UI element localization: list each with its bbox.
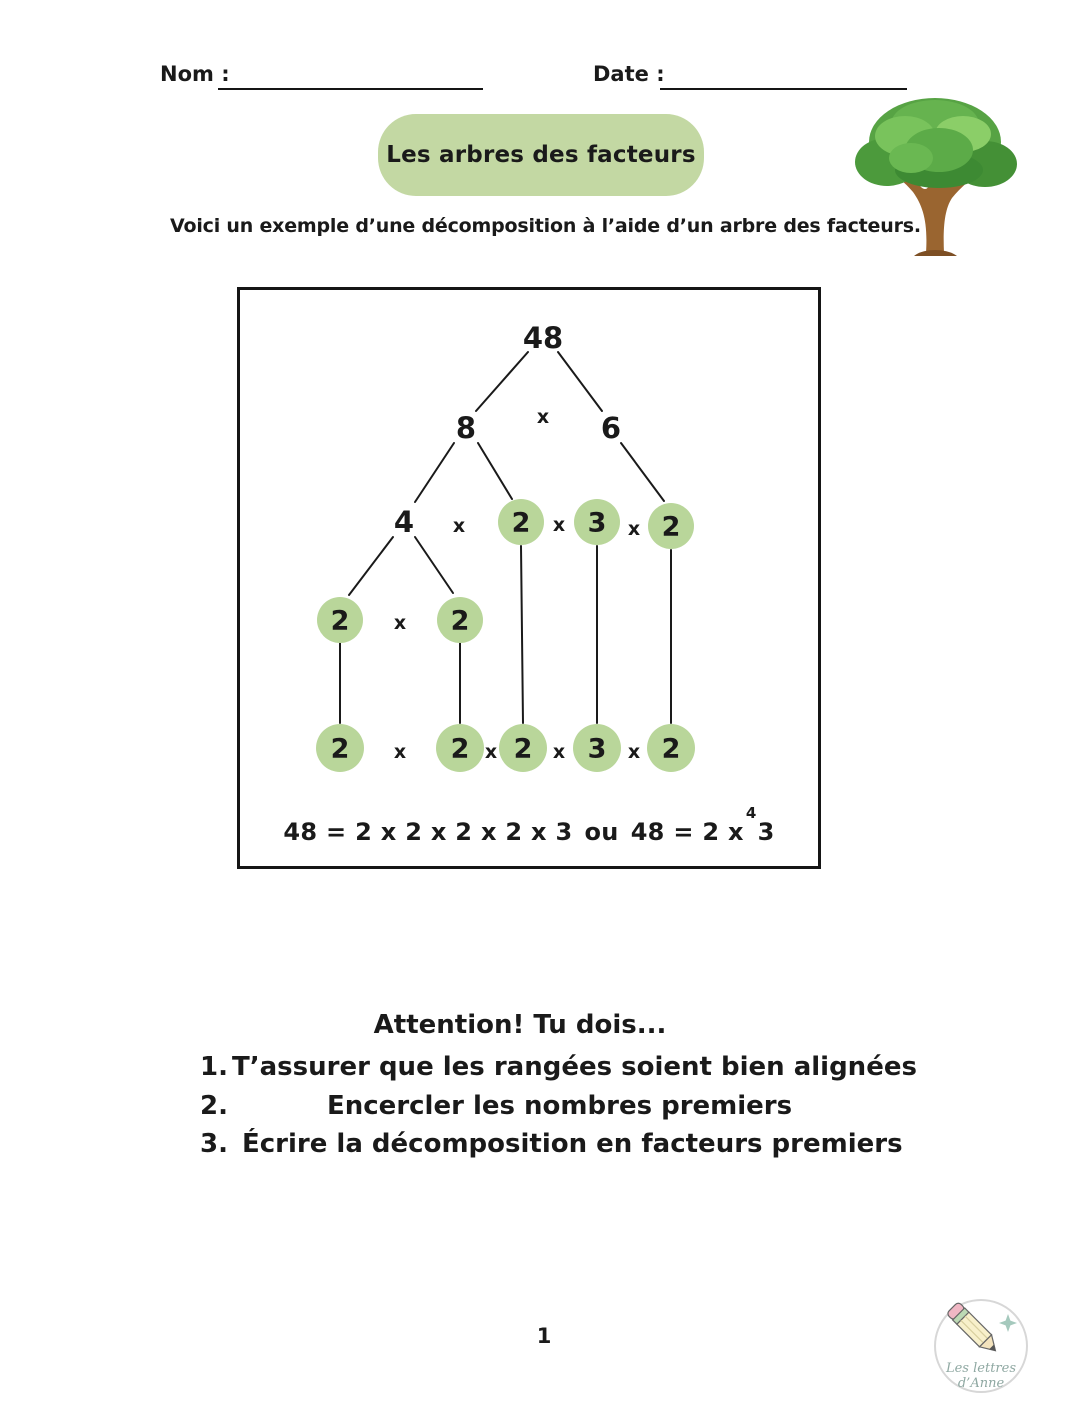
- attention-heading: Attention! Tu dois...: [373, 1010, 667, 1040]
- attention-item-2: [200, 1091, 792, 1121]
- factor-tree-diagram: [240, 290, 818, 866]
- node-2-circled: 2: [450, 733, 470, 765]
- attention-item-3: [200, 1129, 903, 1159]
- item-number: 2.: [200, 1091, 228, 1121]
- node-2-circled: 2: [513, 733, 533, 765]
- logo-text-line2: d’Anne: [957, 1376, 1005, 1391]
- decomposition-equation: [240, 804, 818, 846]
- item-text: T’assurer que les rangées soient bien alignées: [232, 1052, 917, 1082]
- tree-canopy: [855, 98, 1017, 188]
- node-2-circled: 2: [330, 605, 350, 637]
- equation-connector: ou: [584, 818, 619, 846]
- equation-exponent: 4: [745, 804, 757, 822]
- node-3-circled: 3: [587, 733, 607, 765]
- node-8: 8: [455, 411, 477, 445]
- equation-power-prefix: 48 = 2 x: [630, 818, 744, 846]
- name-label: Nom :: [160, 62, 230, 86]
- item-text: Encercler les nombres premiers: [327, 1091, 793, 1121]
- item-number: 1.: [200, 1052, 228, 1082]
- times-op: x: [552, 514, 566, 536]
- times-op: x: [627, 518, 641, 540]
- page-number: 1: [536, 1324, 552, 1348]
- factor-tree-example-box: [237, 287, 821, 869]
- date-blank-line[interactable]: [660, 60, 907, 90]
- times-op: x: [552, 741, 566, 763]
- node-2-circled: 2: [661, 733, 681, 765]
- node-48: 48: [522, 321, 564, 355]
- times-op: x: [536, 406, 550, 428]
- item-text: Écrire la décomposition en facteurs premiers: [242, 1129, 903, 1159]
- node-2-circled: 2: [661, 511, 681, 543]
- title-banner: [378, 114, 704, 196]
- item-number: 3.: [200, 1129, 228, 1159]
- intro-text: Voici un exemple d’une décomposition à l’aide d’un arbre des facteurs.: [170, 215, 921, 237]
- node-6: 6: [600, 411, 622, 445]
- times-op: x: [484, 741, 498, 763]
- date-label: Date :: [593, 62, 665, 86]
- equation-power-suffix: 3: [757, 818, 775, 846]
- attention-item-1: [200, 1052, 917, 1082]
- node-2-circled: 2: [450, 605, 470, 637]
- page-title: Les arbres des facteurs: [386, 142, 696, 168]
- equation-expanded: 48 = 2 x 2 x 2 x 2 x 3: [283, 818, 573, 846]
- logo-text-line1: Les lettres: [945, 1361, 1017, 1376]
- times-op: x: [393, 741, 407, 763]
- name-blank-line[interactable]: [218, 60, 483, 90]
- times-op: x: [393, 612, 407, 634]
- times-op: x: [627, 741, 641, 763]
- node-4: 4: [393, 505, 415, 539]
- node-2-circled: 2: [511, 507, 531, 539]
- node-2-circled: 2: [330, 733, 350, 765]
- node-3-circled: 3: [587, 507, 607, 539]
- publisher-logo: [928, 1296, 1038, 1404]
- times-op: x: [452, 515, 466, 537]
